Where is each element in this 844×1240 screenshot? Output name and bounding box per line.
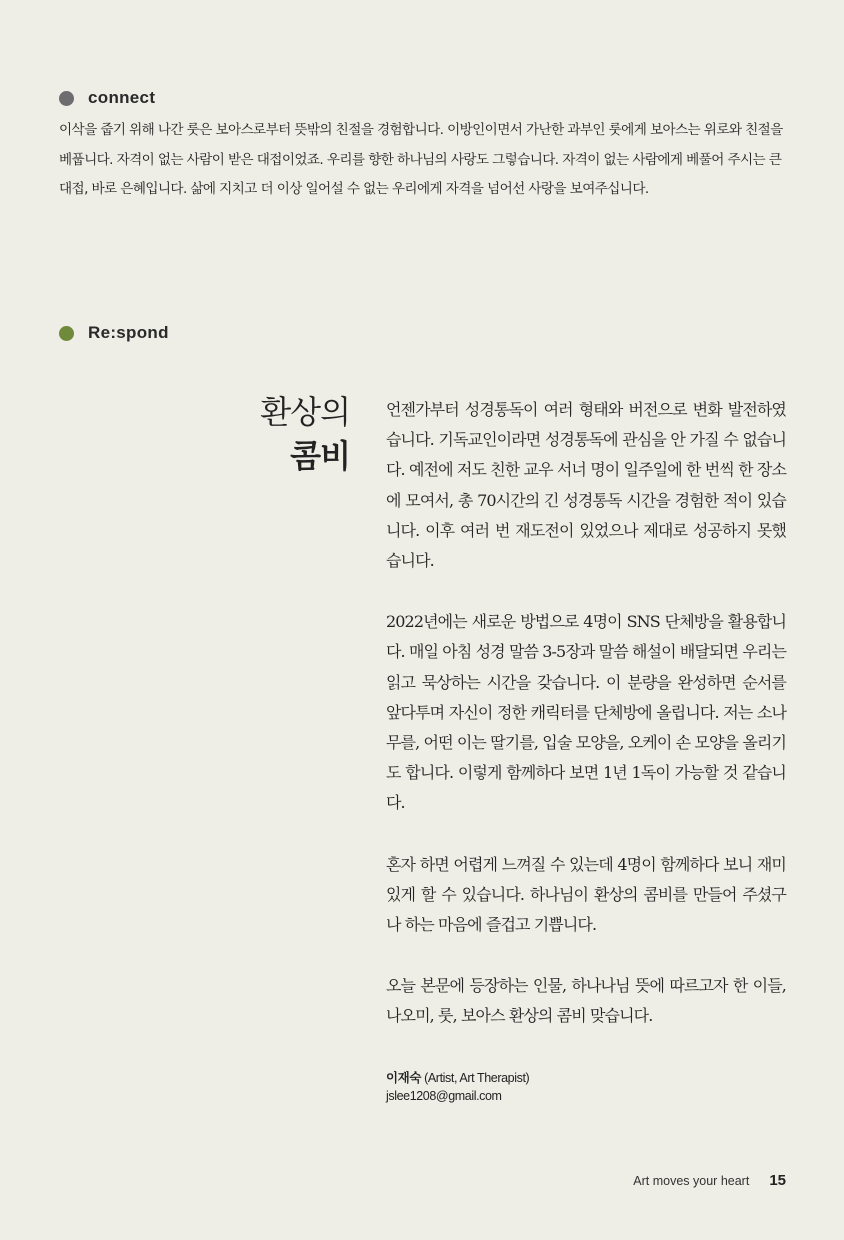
article-title-line2: 콤비	[290, 437, 350, 475]
respond-bullet-icon	[59, 326, 74, 341]
body-paragraph-3: 혼자 하면 어렵게 느껴질 수 있는데 4명이 함께하다 보니 재미있게 할 수 있습니다. 하나님이 환상의 콤비를 만들어 주셨구나 하는 마음에 즐겁고 기쁩니다.	[386, 854, 786, 935]
body-paragraph-2: 2022년에는 새로운 방법으로 4명이 SNS 단체방을 활용합니다. 매일 아침 성경 말씀 3-5장과 말씀 해설이 배달되면 우리는 읽고 묵상하는 시간을 갖습니다. 이 분량을 완성하면 순서를 앞다투며 자신이 정한 캐릭터를 단체방에 올립니다. 저는 소나무를, 어떤 이는 딸기를, 입술 모양을, 오케이 손 모양을 올리기도 합니다. 이렇게 함께하다 보면 1년 1독이 가능할 것 같습니다.	[386, 612, 786, 813]
page-number: 15	[769, 1172, 786, 1189]
author-line	[386, 1069, 529, 1087]
author-block	[386, 1069, 529, 1105]
body-paragraph-4: 오늘 본문에 등장하는 인물, 하나나님 뜻에 따르고자 한 이들, 나오미, 룻, 보아스 환상의 콤비 맞습니다.	[386, 976, 786, 1026]
article-body	[386, 395, 786, 1063]
author-role: (Artist, Art Therapist)	[424, 1071, 530, 1085]
connect-bullet-icon	[59, 91, 74, 106]
author-email: jslee1208@gmail.com	[386, 1089, 502, 1103]
article-title-line1: 환상의	[260, 393, 350, 431]
author-name: 이재숙	[386, 1071, 422, 1085]
footer-tagline: Art moves your heart	[633, 1174, 750, 1188]
connect-paragraph: 이삭을 줍기 위해 나간 룻은 보아스로부터 뜻밖의 친절을 경험합니다. 이방인이면서 가난한 과부인 룻에게 보아스는 위로와 친절을 베풉니다. 자격이 없는 사람이 받은 대접이었죠. 우리를 향한 하나님의 사랑도 그렇습니다. 자격이 없는 사람에게 베풀어 주시는 큰 대접, 바로 은혜입니다. 삶에 지치고 더 이상 일어설 수 없는 우리에게 자격을 넘어선 사랑을 보여주십니다.	[59, 122, 783, 197]
respond-section-label: Re:spond	[88, 323, 169, 342]
article-title	[260, 390, 350, 478]
connect-section-header	[59, 88, 155, 108]
connect-section-label: connect	[88, 88, 156, 107]
body-paragraph-1: 언젠가부터 성경통독이 여러 형태와 버전으로 변화 발전하였습니다. 기독교인이라면 성경통독에 관심을 안 가질 수 없습니다. 예전에 저도 친한 교우 서너 명이 일주일에 한 번씩 한 장소에 모여서, 총 70시간의 긴 성경통독 시간을 경험한 적이 있습니다. 이후 여러 번 재도전이 있었으나 제대로 성공하지 못했습니다.	[386, 400, 786, 571]
page-footer	[633, 1172, 786, 1189]
respond-section-header	[59, 323, 169, 343]
